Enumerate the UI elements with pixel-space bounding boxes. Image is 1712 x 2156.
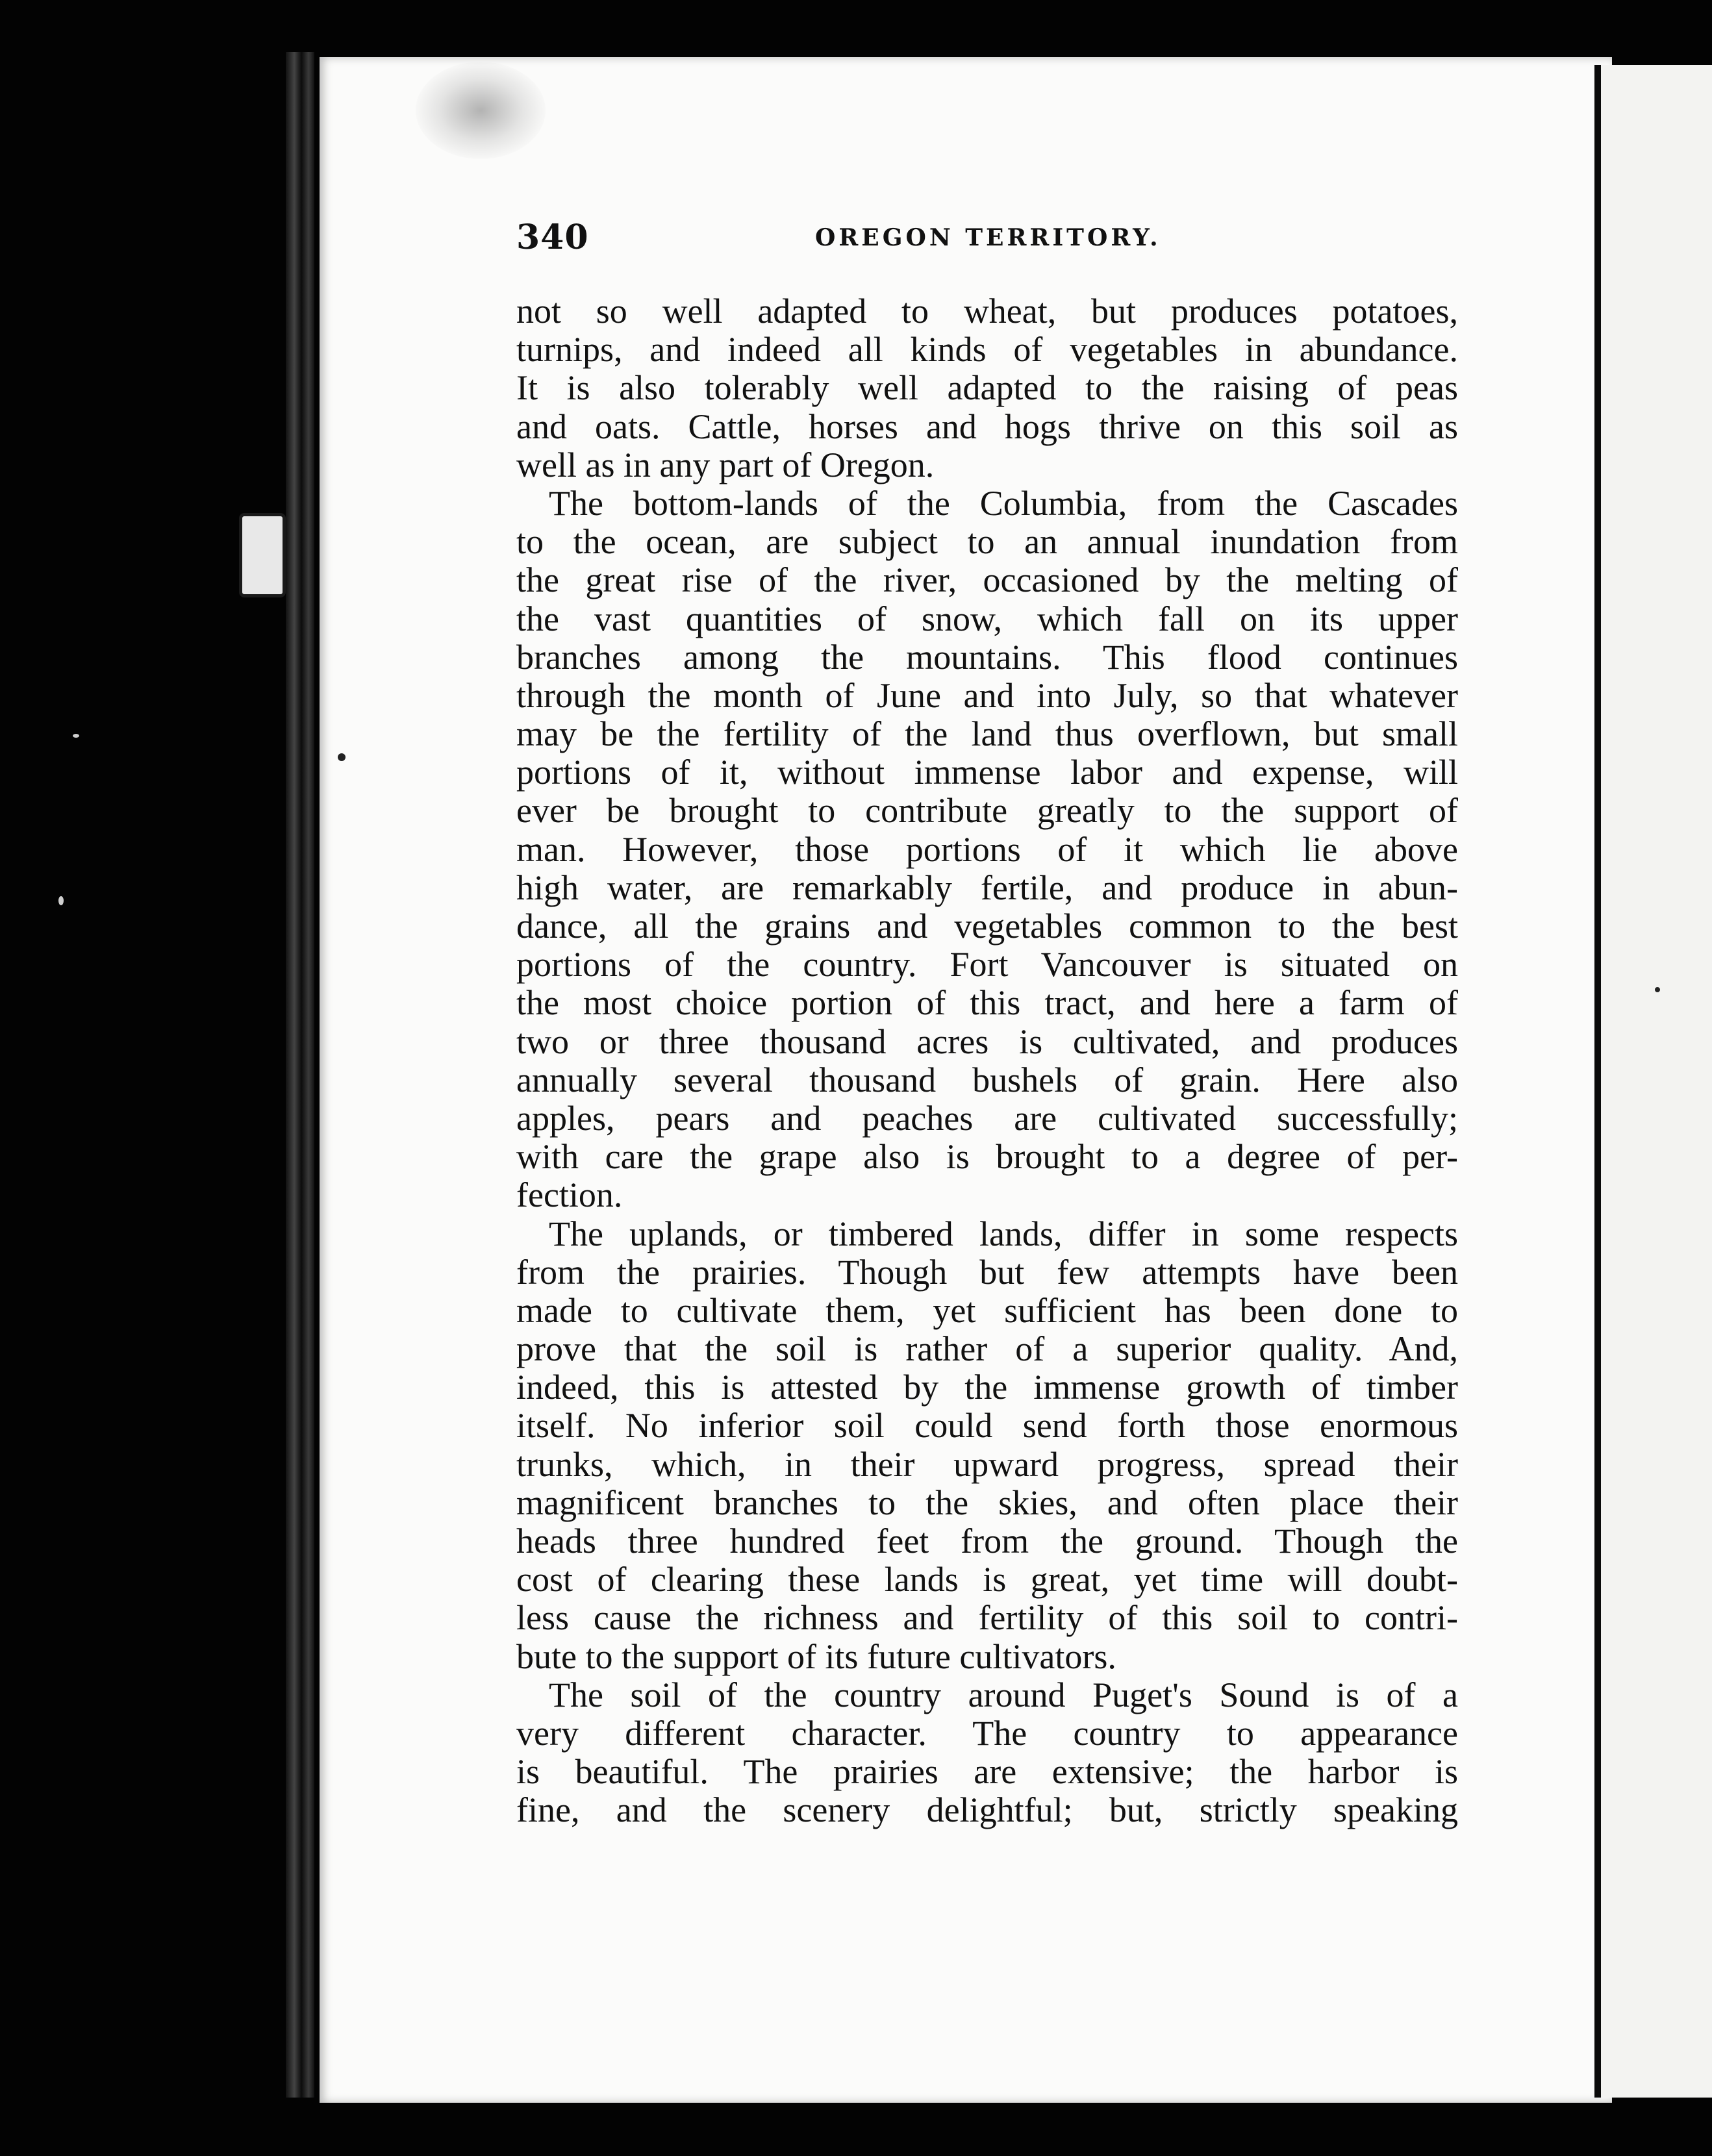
page-clip-mark [239, 513, 286, 597]
text-line: is beautiful. The prairies are extensive; the harbor is [516, 1752, 1458, 1792]
text-line: portions of the country. Fort Vancouver is situated on [516, 945, 1458, 984]
text-line: The bottom-lands of the Columbia, from the Cascades [549, 483, 1458, 523]
text-line: well as in any part of Oregon. [516, 445, 935, 484]
text-line: ever be brought to contribute greatly to the support of [516, 791, 1458, 831]
text-line: magnificent branches to the skies, and often place their [516, 1483, 1458, 1522]
text-line: prove that the soil is rather of a superior quality. And, [516, 1329, 1458, 1369]
text-line: apples, pears and peaches are cultivated successfully; [516, 1098, 1458, 1138]
paragraph [516, 1215, 1458, 1676]
text-line: not so well adapted to wheat, but produces potatoes, [516, 292, 1458, 331]
text-line: annually several thousand bushels of grain. Here also [516, 1060, 1458, 1099]
text-line: trunks, which, in their upward progress, spread their [516, 1444, 1458, 1484]
text-line: The uplands, or timbered lands, differ in some respects [549, 1214, 1458, 1253]
text-line: dance, all the grains and vegetables common to the best [516, 907, 1458, 946]
text-line: portions of it, without immense labor and expense, will [516, 753, 1458, 792]
text-line: turnips, and indeed all kinds of vegetables in abundance. [516, 330, 1458, 370]
text-line: very different character. The country to appearance [516, 1713, 1458, 1753]
text-line: the great rise of the river, occasioned by the melting of [516, 560, 1458, 600]
text-line: to the ocean, are subject to an annual inundation from [516, 522, 1458, 562]
text-line: two or three thousand acres is cultivated, and produces [516, 1022, 1458, 1061]
text-line: fection. [516, 1175, 623, 1215]
paragraph [516, 484, 1458, 1215]
speck [73, 734, 79, 738]
paragraph [516, 292, 1458, 484]
text-line: It is also tolerably well adapted to the raising of peas [516, 368, 1458, 408]
text-line: and oats. Cattle, horses and hogs thrive on this soil as [516, 407, 1458, 446]
text-line: may be the fertility of the land thus overflown, but small [516, 714, 1458, 754]
paragraph [516, 1676, 1458, 1830]
running-title: OREGON TERRITORY. [815, 224, 1161, 251]
speck [1655, 987, 1660, 992]
text-line: branches among the mountains. This flood continues [516, 637, 1458, 677]
text-line: bute to the support of its future cultivators. [516, 1636, 1116, 1676]
text-line: cost of clearing these lands is great, yet time will doubt- [516, 1560, 1458, 1599]
ink-smudge [416, 62, 546, 159]
speck [58, 896, 64, 905]
text-line: the vast quantities of snow, which fall on its upper [516, 599, 1458, 638]
text-line: indeed, this is attested by the immense growth of timber [516, 1368, 1458, 1407]
facing-page-edge [1594, 65, 1712, 2098]
text-line: high water, are remarkably fertile, and produce in abun- [516, 868, 1458, 907]
speck [338, 753, 346, 761]
text-line: man. However, those portions of it which lie above [516, 829, 1458, 869]
text-line: The soil of the country around Puget's Sound is of a [549, 1675, 1458, 1714]
running-head [516, 218, 1458, 257]
text-line: through the month of June and into July, so that whatever [516, 675, 1458, 715]
book-spine-edge [286, 52, 314, 2098]
text-line: less cause the richness and fertility of this soil to contri- [516, 1598, 1458, 1638]
text-line: from the prairies. Though but few attempts have been [516, 1252, 1458, 1292]
text-line: the most choice portion of this tract, and here a farm of [516, 983, 1458, 1023]
text-line: fine, and the scenery delightful; but, strictly speaking [516, 1790, 1458, 1830]
page-number: 340 [516, 218, 589, 257]
body-text [516, 292, 1458, 1830]
text-line: itself. No inferior soil could send forth those enormous [516, 1406, 1458, 1446]
text-line: heads three hundred feet from the ground. Though the [516, 1522, 1458, 1561]
text-line: made to cultivate them, yet sufficient has been done to [516, 1290, 1458, 1330]
text-line: with care the grape also is brought to a degree of per- [516, 1137, 1458, 1177]
